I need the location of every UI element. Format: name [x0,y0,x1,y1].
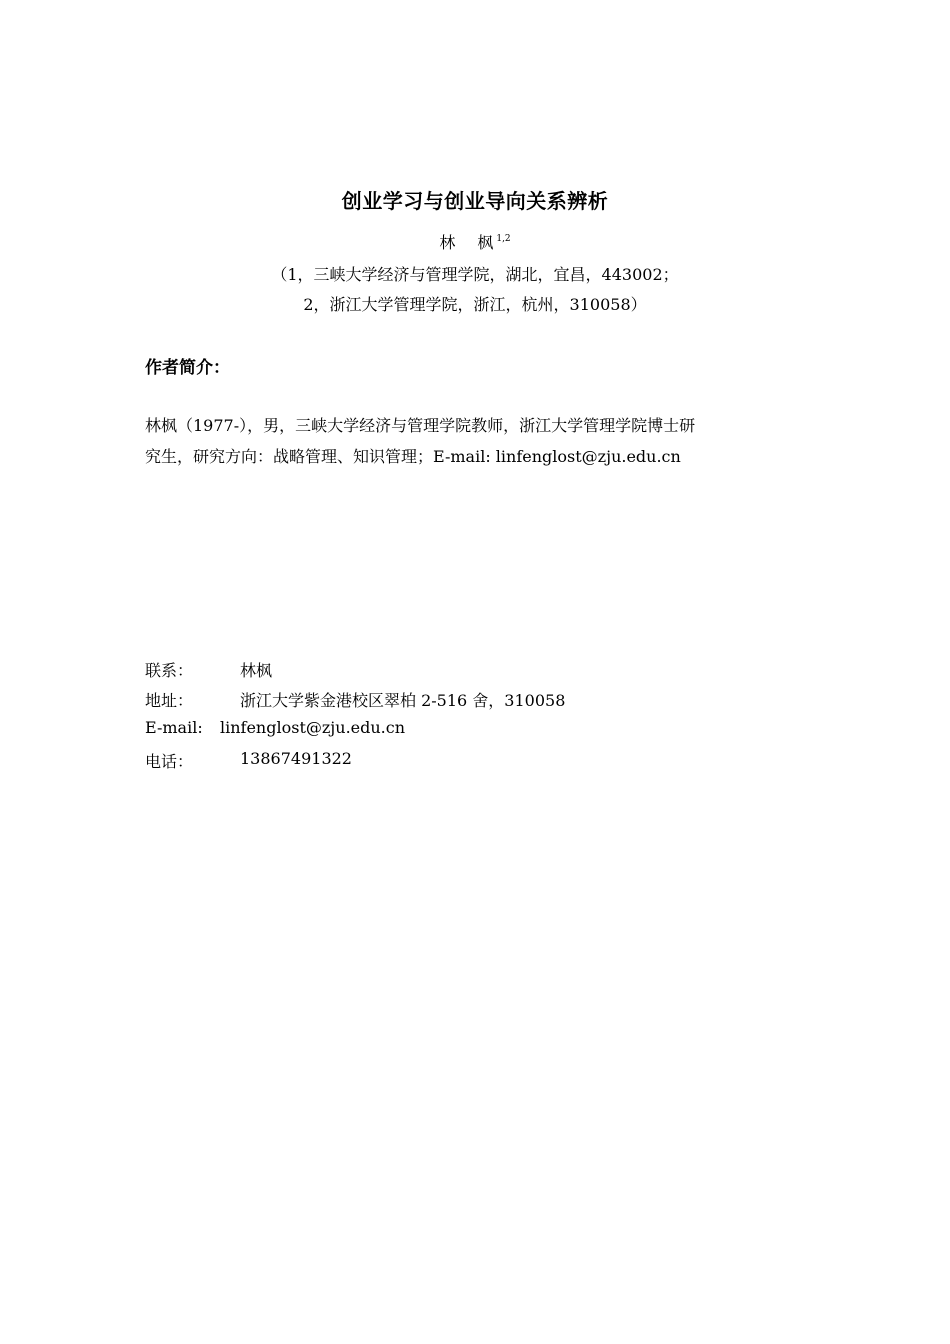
email-value: linfenglost@zju.edu.cn [220,718,406,737]
phone-label: 电话： [145,752,194,771]
affiliation-line-1: （1，三峡大学经济与管理学院，湖北，宜昌，443002； [271,265,679,284]
contact-row-email [145,718,406,737]
paper-title: 创业学习与创业导向关系辨析 [341,189,609,213]
bio-line-1: 林枫（1977-），男，三峡大学经济与管理学院教师，浙江大学管理学院博士研 [145,416,696,435]
bio-heading: 作者简介： [145,358,230,378]
bio-line-2: 究生，研究方向：战略管理、知识管理；E-mail: linfenglost@zju.edu.cn [145,447,681,466]
address-label: 地址： [145,691,194,710]
address-value: 浙江大学紫金港校区翠柏 2-516 舍，310058 [240,691,566,710]
contact-value: 林枫 [240,661,273,680]
phone-value: 13867491322 [240,749,352,768]
author-line [0,230,950,253]
author-name-part2: 枫 [477,233,494,252]
contact-label: 联系： [145,661,194,680]
contact-row-name [145,658,273,681]
affiliation-line-2: 2，浙江大学管理学院，浙江，杭州，310058） [303,295,647,314]
author-affiliation-marks: 1,2 [496,234,511,244]
author-name-part1: 林 [439,233,456,252]
contact-row-phone [145,749,352,772]
contact-row-address [145,688,566,711]
email-label: E-mail: [145,718,203,737]
